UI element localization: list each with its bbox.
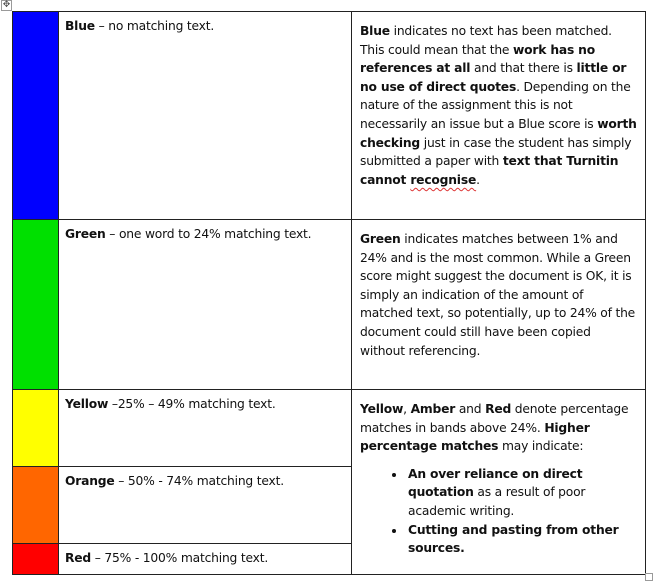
desc-emphasis: Higher percentage matches xyxy=(360,420,590,454)
red-swatch xyxy=(13,544,59,575)
red-label-cell xyxy=(59,544,352,575)
label-range-text: – one word to 24% matching text. xyxy=(105,227,312,241)
indicator-list xyxy=(360,465,637,558)
green-description xyxy=(352,220,645,360)
label-color-name: Red xyxy=(65,551,92,565)
desc-text: . Depending on the nature of the assignment this is not necessarily an issue but a Blue score is xyxy=(360,79,631,131)
desc-text: and that there is xyxy=(470,61,577,76)
blue-label-cell xyxy=(59,12,352,220)
table-row-blue xyxy=(13,12,646,220)
similarity-color-table xyxy=(12,11,646,575)
list-item xyxy=(406,465,637,521)
desc-term: Green xyxy=(360,232,401,246)
orange-label-cell xyxy=(59,467,352,544)
desc-emphasis: worth checking xyxy=(360,116,637,150)
desc-term: Amber xyxy=(410,402,456,416)
label-color-name: Yellow xyxy=(65,397,109,411)
label-range-text: – 50% - 74% matching text. xyxy=(114,474,284,488)
red-label xyxy=(59,544,351,567)
green-label xyxy=(59,220,351,243)
table-resize-handle[interactable] xyxy=(645,573,653,581)
desc-text: indicates matches between 1% and 24% and is the most common. While a Green score might suggest the document is OK, it is simply an indication of the amount of matched text, so potentially, up to 24% of the document could still have been copied without referencing. xyxy=(360,232,636,358)
desc-term: Blue xyxy=(360,24,390,38)
label-color-name: Blue xyxy=(65,19,95,33)
orange-swatch xyxy=(13,467,59,544)
high-match-description xyxy=(352,390,645,558)
green-description-cell xyxy=(352,220,646,390)
desc-emphasis: work has no references at all xyxy=(360,42,595,76)
list-item-text: as a result of poor academic writing. xyxy=(408,485,586,518)
yellow-label-cell xyxy=(59,390,352,467)
blue-label xyxy=(59,12,351,35)
orange-label xyxy=(59,467,351,490)
desc-text: just in case the student has simply submitted a paper with xyxy=(360,135,632,169)
green-swatch xyxy=(13,220,59,390)
label-color-name: Orange xyxy=(65,474,115,488)
blue-description xyxy=(352,12,645,189)
table-move-handle[interactable]: ✥ xyxy=(2,0,11,10)
list-item-bold: Cutting and pasting from other sources. xyxy=(408,522,619,556)
blue-description-cell xyxy=(352,12,646,220)
desc-term: Red xyxy=(485,402,512,416)
high-match-description-cell xyxy=(352,390,646,575)
desc-text: may indicate: xyxy=(498,439,584,454)
table-row-yellow xyxy=(13,390,646,467)
label-range-text: – 75% - 100% matching text. xyxy=(91,551,269,565)
spellcheck-flagged-word[interactable]: recognise xyxy=(410,172,477,187)
label-color-name: Green xyxy=(65,227,106,241)
desc-term: Yellow xyxy=(360,402,404,416)
desc-text: indicates no text has been matched. This could mean that the xyxy=(360,24,612,57)
desc-text: , xyxy=(403,402,411,416)
yellow-label xyxy=(59,390,351,413)
desc-text: and xyxy=(455,402,486,416)
label-range-text: –25% – 49% matching text. xyxy=(108,397,276,411)
desc-text: denote percentage matches in bands above 24%. xyxy=(360,402,629,435)
table-row-green xyxy=(13,220,646,390)
desc-text: . xyxy=(476,172,480,187)
yellow-swatch xyxy=(13,390,59,467)
desc-emphasis: text that Turnitin cannot xyxy=(360,154,619,187)
label-range-text: – no matching text. xyxy=(94,19,215,33)
blue-swatch xyxy=(13,12,59,220)
list-item-bold: An over reliance on direct quotation xyxy=(408,466,583,500)
list-item xyxy=(406,521,637,558)
green-label-cell xyxy=(59,220,352,390)
desc-emphasis: little or no use of direct quotes xyxy=(360,61,627,94)
